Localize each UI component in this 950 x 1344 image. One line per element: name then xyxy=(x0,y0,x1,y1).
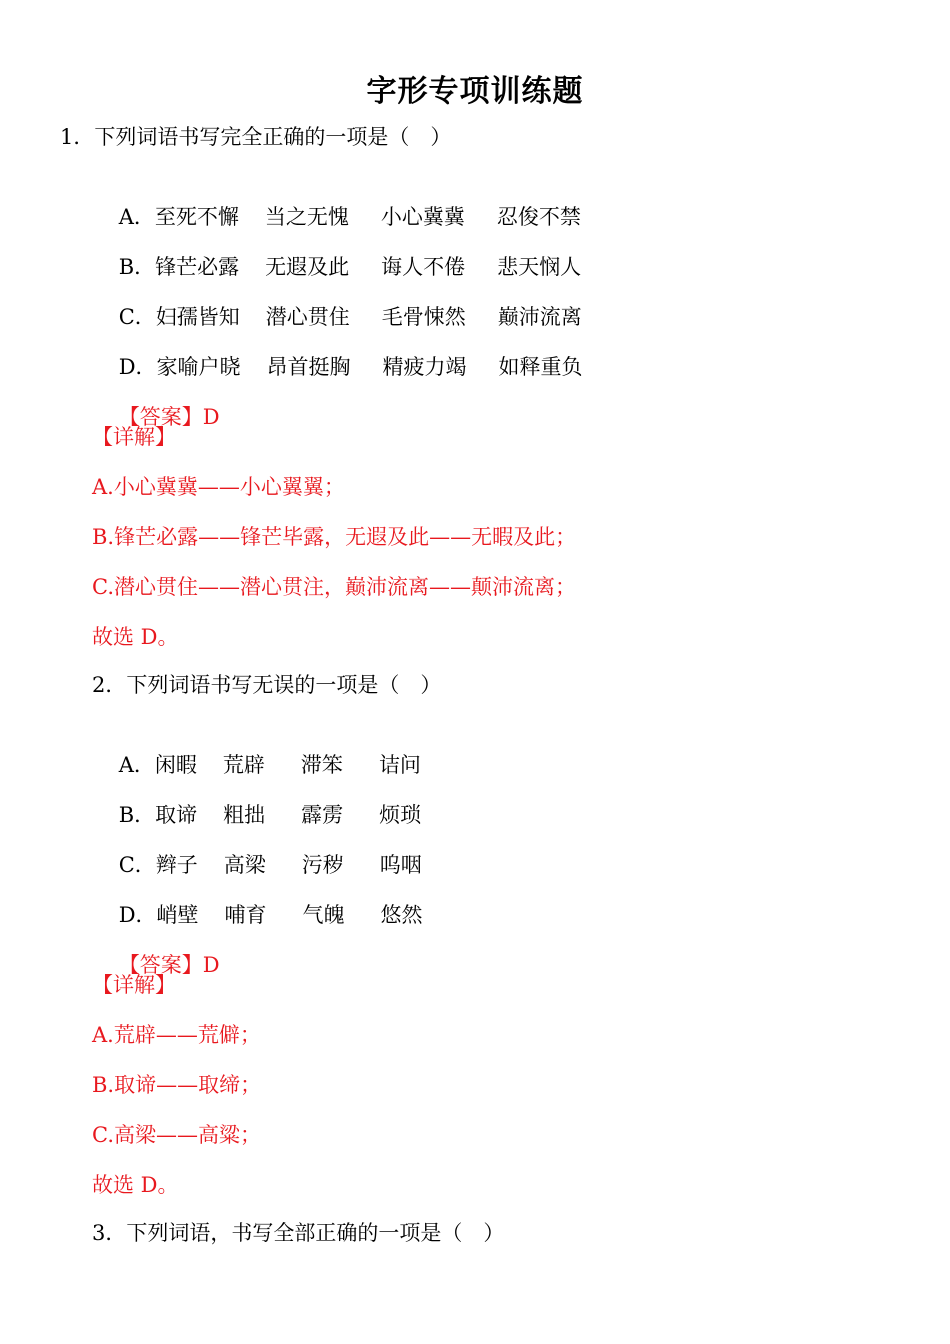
option-word: 当之无愧 xyxy=(264,205,349,229)
option-label: A． xyxy=(118,753,155,777)
question-2-stem: 2．下列词语书写无误的一项是（ ） xyxy=(92,673,442,697)
option-label: C． xyxy=(118,305,156,329)
option-word: 小心冀冀 xyxy=(380,205,465,229)
option-word: 毛骨悚然 xyxy=(381,305,466,329)
option-word: 取谛 xyxy=(155,803,198,827)
option-word: 烦琐 xyxy=(379,803,422,827)
answer-value: D xyxy=(202,953,220,977)
option-word: 精疲力竭 xyxy=(382,355,467,379)
option-word: 诲人不倦 xyxy=(381,255,466,279)
page-title: 字形专项训练题 xyxy=(366,74,584,109)
option-word: 高梁 xyxy=(223,853,266,877)
option-word: 霹雳 xyxy=(301,803,344,827)
question-1-explanation-c: C.潜心贯住——潜心贯注，巅沛流离——颠沛流离； xyxy=(92,575,576,599)
question-2-conclusion: 故选 D。 xyxy=(92,1173,179,1197)
option-word: 家喻户晓 xyxy=(156,355,241,379)
option-label: C． xyxy=(118,853,156,877)
option-word: 如释重负 xyxy=(498,355,583,379)
option-word: 妇孺皆知 xyxy=(155,305,240,329)
option-word: 至死不懈 xyxy=(154,205,239,229)
option-word: 气魄 xyxy=(302,903,345,927)
option-word: 污秽 xyxy=(301,853,344,877)
option-label: D． xyxy=(118,903,157,927)
option-label: B． xyxy=(118,803,156,827)
question-3-stem: 3．下列词语，书写全部正确的一项是（ ） xyxy=(92,1221,505,1245)
option-word: 峭壁 xyxy=(156,903,199,927)
question-2-explanation-c: C.高梁——高粱； xyxy=(92,1123,261,1147)
question-2-explain-tag: 【详解】 xyxy=(92,973,176,997)
option-word: 哺育 xyxy=(224,903,267,927)
option-word: 诘问 xyxy=(378,753,421,777)
option-word: 荒辟 xyxy=(222,753,265,777)
option-label: A． xyxy=(118,205,155,229)
answer-tag: 【答案】 xyxy=(118,953,203,977)
option-word: 昂首挺胸 xyxy=(266,355,351,379)
option-word: 悲天悯人 xyxy=(497,255,582,279)
option-word: 呜咽 xyxy=(379,853,422,877)
option-word: 潜心贯住 xyxy=(265,305,350,329)
answer-value: D xyxy=(202,405,220,429)
option-word: 粗拙 xyxy=(223,803,266,827)
option-word: 忍俊不禁 xyxy=(496,205,581,229)
question-1-stem: 1．下列词语书写完全正确的一项是（ ） xyxy=(60,125,452,149)
question-1-conclusion: 故选 D。 xyxy=(92,625,179,649)
option-label: D． xyxy=(118,355,157,379)
question-2-explanation-a: A.荒辟——荒僻； xyxy=(92,1023,261,1047)
option-label: B． xyxy=(118,255,156,279)
option-word: 滞笨 xyxy=(300,753,343,777)
answer-tag: 【答案】 xyxy=(118,405,203,429)
option-word: 巅沛流离 xyxy=(497,305,582,329)
option-word: 闲暇 xyxy=(154,753,197,777)
question-1-explanation-a: A.小心冀冀——小心翼翼； xyxy=(92,475,345,499)
question-1-explain-tag: 【详解】 xyxy=(92,425,176,449)
option-word: 悠然 xyxy=(380,903,423,927)
option-word: 辫子 xyxy=(155,853,198,877)
question-2-explanation-b: B.取谛——取缔； xyxy=(92,1073,262,1097)
option-word: 锋芒必露 xyxy=(155,255,240,279)
question-1-explanation-b: B.锋芒必露——锋芒毕露，无遐及此——无暇及此； xyxy=(92,525,577,549)
option-word: 无遐及此 xyxy=(265,255,350,279)
